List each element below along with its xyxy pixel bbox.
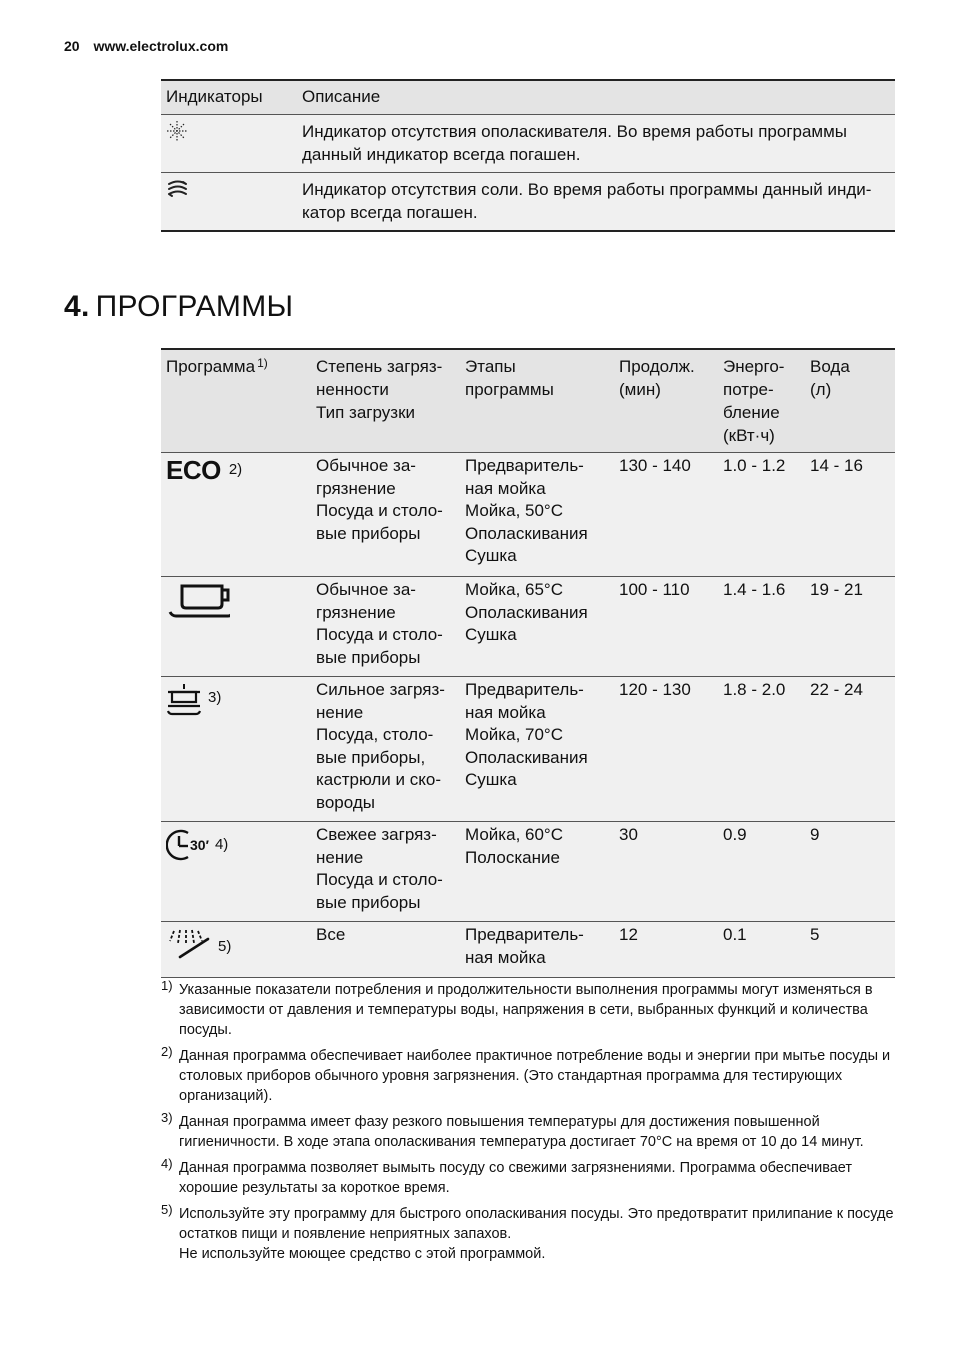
- duration-cell: 120 - 130: [614, 677, 718, 822]
- phases-header: Этапы программы: [460, 349, 614, 453]
- indicator-description: Индикатор отсутствия соли. Во время работы программы данный инди-катор всегда погашен.: [297, 172, 895, 231]
- phases-cell: Мойка, 65°C Ополаскивания Сушка: [460, 577, 614, 677]
- rinse-aid-indicator-icon: [166, 127, 188, 146]
- program-cell: 30′ 4): [161, 822, 311, 922]
- soil-header: Степень загряз- ненности Тип загрузки: [311, 349, 460, 453]
- duration-cell: 30: [614, 822, 718, 922]
- indicators-table: [161, 79, 895, 232]
- table-row: [161, 172, 895, 231]
- energy-cell: 0.9: [718, 822, 805, 922]
- cup-icon: [166, 607, 230, 626]
- table-row: [161, 822, 895, 922]
- footnote: 1) Указанные показатели потребления и продолжительности выполнения программы могут изменяться в зависимости от давления и температуры воды, напряжения в сети, выбранных функций и количества посуды.: [161, 978, 873, 1038]
- duration-cell: 100 - 110: [614, 577, 718, 677]
- page-number: 20: [64, 38, 80, 54]
- footnotes: [161, 980, 901, 1270]
- program-cell: ECO 2): [161, 453, 311, 577]
- programs-table: [161, 348, 895, 978]
- soil-cell: Сильное загряз- нение Посуда, столо- вые приборы, кастрюли и ско- вороды: [311, 677, 460, 822]
- footnote: 3) Данная программа имеет фазу резкого повышения температуры для достижения повышенной гигиеничности. В ходе этапа ополаскивания температура достигает 70°C на время от 10 до 14 минут.: [161, 1110, 864, 1150]
- energy-cell: 1.0 - 1.2: [718, 453, 805, 577]
- indicator-icon-cell: [161, 114, 297, 172]
- water-cell: 22 - 24: [805, 677, 895, 822]
- energy-cell: 1.4 - 1.6: [718, 577, 805, 677]
- footnote: 5) Используйте эту программу для быстрого ополаскивания посуды. Это предотвратит прилипание к посуде остатков пищи и появление неприятных запахов. Не используйте моющее средство с этой программой.: [161, 1202, 894, 1262]
- indicators-header: Индикаторы: [161, 80, 297, 114]
- water-cell: 5: [805, 922, 895, 978]
- soil-cell: Обычное за- грязнение Посуда и столо- вые приборы: [311, 453, 460, 577]
- table-row: [161, 453, 895, 577]
- footnote: 2) Данная программа обеспечивает наиболее практичное потребление воды и энергии при мытье посуды и столовых приборов обычного уровня загрязнения. (Это стандартная программа для тестирующих организаций).: [161, 1044, 891, 1104]
- footnote: 4) Данная программа позволяет вымыть посуду со свежими загрязнениями. Программа обеспечивает хорошие результаты за короткое время.: [161, 1156, 853, 1196]
- section-title: [64, 290, 293, 324]
- duration-header: Продолж. (мин): [614, 349, 718, 453]
- section-title-text: ПРОГРАММЫ: [95, 290, 294, 323]
- salt-indicator-icon: [166, 185, 190, 204]
- program-cell: 5): [161, 922, 311, 978]
- soil-cell: Все: [311, 922, 460, 978]
- program-cell: [161, 577, 311, 677]
- table-row: [161, 114, 895, 172]
- table-row: [161, 922, 895, 978]
- indicator-icon-cell: [161, 172, 297, 231]
- water-cell: 9: [805, 822, 895, 922]
- water-cell: 14 - 16: [805, 453, 895, 577]
- description-header: Описание: [297, 80, 895, 114]
- rinse-spray-icon: [166, 924, 212, 968]
- table-row: [161, 577, 895, 677]
- soil-cell: Обычное за- грязнение Посуда и столо- вые приборы: [311, 577, 460, 677]
- water-cell: 19 - 21: [805, 577, 895, 677]
- eco-icon: ECO: [166, 455, 221, 485]
- water-header: Вода (л): [805, 349, 895, 453]
- program-cell: 3): [161, 677, 311, 822]
- duration-cell: 12: [614, 922, 718, 978]
- section-number: 4.: [64, 290, 90, 323]
- energy-header: Энерго- потре- бление (кВт·ч): [718, 349, 805, 453]
- energy-cell: 1.8 - 2.0: [718, 677, 805, 822]
- clock-30-icon: 30′: [166, 828, 209, 862]
- page-header: [64, 38, 228, 54]
- soil-cell: Свежее загряз- нение Посуда и столо- вые приборы: [311, 822, 460, 922]
- phases-cell: Мойка, 60°C Полоскание: [460, 822, 614, 922]
- phases-cell: Предваритель- ная мойка Мойка, 50°C Ополаскивания Сушка: [460, 453, 614, 577]
- indicator-description: Индикатор отсутствия ополаскивателя. Во время работы программы данный индикатор всегда погашен.: [297, 114, 895, 172]
- site-url: www.electrolux.com: [93, 38, 229, 54]
- phases-cell: Предваритель- ная мойка Мойка, 70°C Ополаскивания Сушка: [460, 677, 614, 822]
- pot-icon: [166, 679, 202, 727]
- program-header: Программа $^{1)}$: [161, 349, 311, 453]
- table-row: [161, 677, 895, 822]
- duration-cell: 130 - 140: [614, 453, 718, 577]
- phases-cell: Предваритель- ная мойка: [460, 922, 614, 978]
- energy-cell: 0.1: [718, 922, 805, 978]
